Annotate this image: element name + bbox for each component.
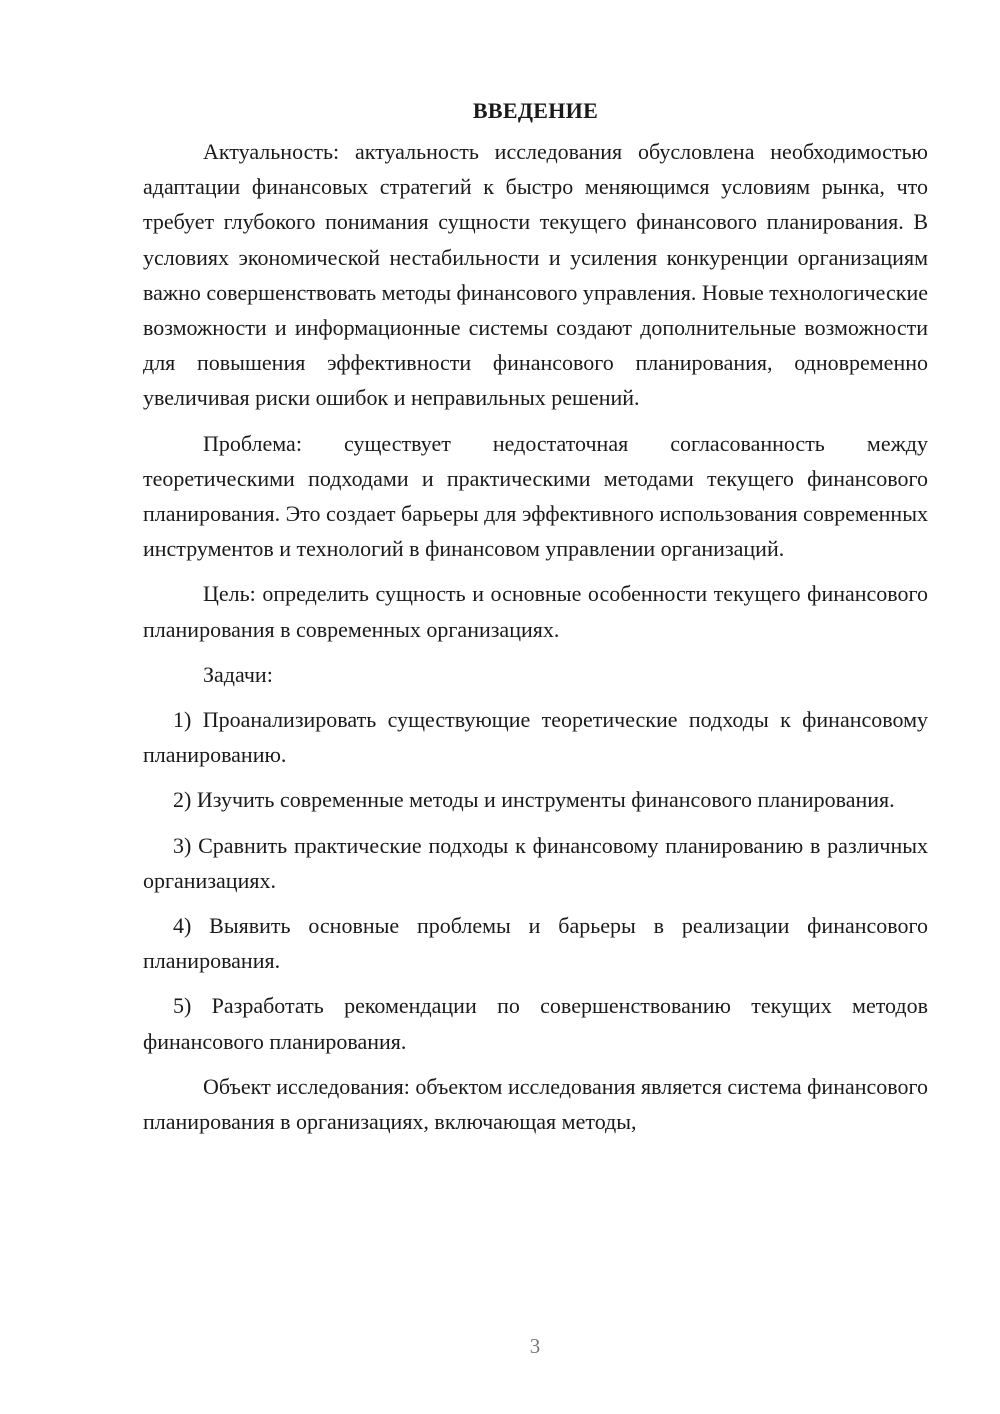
paragraph-goal: Цель: определить сущность и основные особенности текущего финансового планирования в современных организациях. <box>143 581 928 642</box>
task-item-1: 1) Проанализировать существующие теоретические подходы к финансовому планированию. <box>143 707 928 768</box>
tasks-heading: Задачи: <box>203 661 273 687</box>
page-number: 3 <box>529 1334 541 1358</box>
paragraph-problem: Проблема: существует недостаточная согласованность между теоретическими подходами и практическими методами текущего финансового планирования. Это создает барьеры для эффективного использования современных инструментов и технологий в финансовом управлении организаций. <box>143 430 928 562</box>
section-title: ВВЕДЕНИЕ <box>472 98 599 123</box>
paragraph-object: Объект исследования: объектом исследования является система финансового планирования в организациях, включающая методы, <box>143 1073 928 1135</box>
task-item-3: 3) Сравнить практические подходы к финансовому планированию в различных организациях. <box>143 832 928 893</box>
task-item-2: 2) Изучить современные методы и инструменты финансового планирования. <box>173 787 895 813</box>
document-page <box>143 98 928 1139</box>
paragraph-relevance: Актуальность: актуальность исследования обусловлена необходимостью адаптации финансовых стратегий к быстро меняющимся условиям рынка, что требует глубокого понимания сущности текущего финансового планирования. В условиях экономической нестабильности и усиления конкуренции организациям важно совершенствовать методы финансового управления. Новые технологические возможности и информационные системы создают дополнительные возможности для повышения эффективности финансового планирования, одновременно увеличивая риски ошибок и неправильных решений. <box>143 139 928 411</box>
task-item-4: 4) Выявить основные проблемы и барьеры в реализации финансового планирования. <box>143 913 928 974</box>
task-item-5: 5) Разработать рекомендации по совершенствованию текущих методов финансового планирования. <box>143 993 928 1054</box>
